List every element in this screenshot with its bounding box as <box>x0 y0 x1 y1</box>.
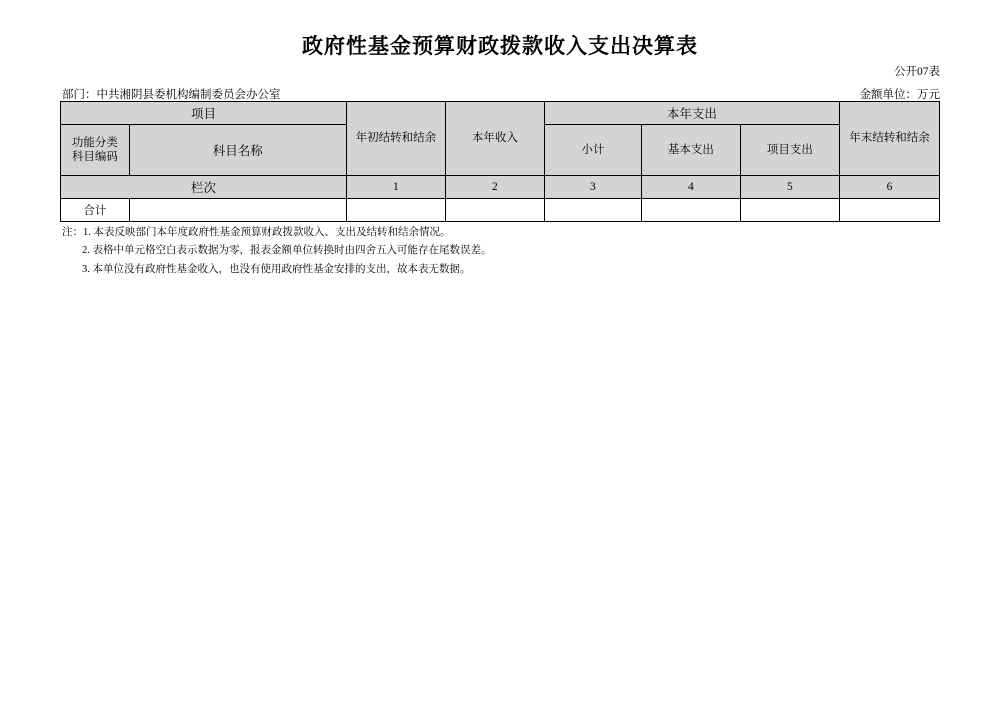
header-project: 项目 <box>61 102 347 125</box>
header-function-code <box>61 125 130 176</box>
note-item-3: 3. 本单位没有政府性基金收入，也没有使用政府性基金安排的支出，故本表无数据。 <box>82 263 471 275</box>
column-number-4: 4 <box>641 176 740 199</box>
column-number-5: 5 <box>740 176 839 199</box>
header-current-year-expenditure: 本年支出 <box>544 102 839 125</box>
row-label-total: 合计 <box>61 199 130 222</box>
cell-subject-name <box>129 199 346 222</box>
cell-end-balance <box>839 199 939 222</box>
header-basic-expenditure: 基本支出 <box>641 125 740 176</box>
header-end-balance: 年末结转和结余 <box>839 102 939 176</box>
notes-block <box>62 224 942 279</box>
header-function-code-line1: 功能分类 <box>71 136 118 149</box>
form-code: 公开07表 <box>894 66 940 78</box>
cell-basic-expenditure <box>641 199 740 222</box>
cell-project-expenditure <box>740 199 839 222</box>
header-current-income: 本年收入 <box>445 102 544 176</box>
note-line-2 <box>62 242 942 260</box>
amount-unit-label: 金额单位：万元 <box>859 89 940 101</box>
note-line-1 <box>62 224 942 242</box>
note-line-3 <box>62 261 942 279</box>
department-label: 部门：中共湘阴县委机构编制委员会办公室 <box>62 89 281 101</box>
header-function-code-line2: 科目编码 <box>71 151 118 163</box>
column-number-6: 6 <box>839 176 939 199</box>
column-number-3: 3 <box>544 176 641 199</box>
page-title: 政府性基金预算财政拨款收入支出决算表 <box>302 34 698 58</box>
header-subtotal: 小计 <box>544 125 641 176</box>
notes-prefix: 注： <box>62 227 83 238</box>
header-begin-balance: 年初结转和结余 <box>346 102 445 176</box>
cell-begin-balance <box>346 199 445 222</box>
table-column-index-row <box>61 176 940 199</box>
note-item-2: 2. 表格中单元格空白表示数据为零，报表金额单位转换时由四舍五入可能存在尾数误差。 <box>82 245 492 257</box>
column-index-label: 栏次 <box>61 176 347 199</box>
column-number-1: 1 <box>346 176 445 199</box>
table-header-row-1 <box>61 102 940 125</box>
budget-table <box>60 101 940 222</box>
header-project-expenditure: 项目支出 <box>740 125 839 176</box>
note-item-1: 1. 本表反映部门本年度政府性基金预算财政拨款收入、支出及结转和结余情况。 <box>83 227 451 238</box>
column-number-2: 2 <box>445 176 544 199</box>
cell-current-income <box>445 199 544 222</box>
header-subject-name: 科目名称 <box>129 125 346 176</box>
table-row <box>61 199 940 222</box>
cell-subtotal <box>544 199 641 222</box>
